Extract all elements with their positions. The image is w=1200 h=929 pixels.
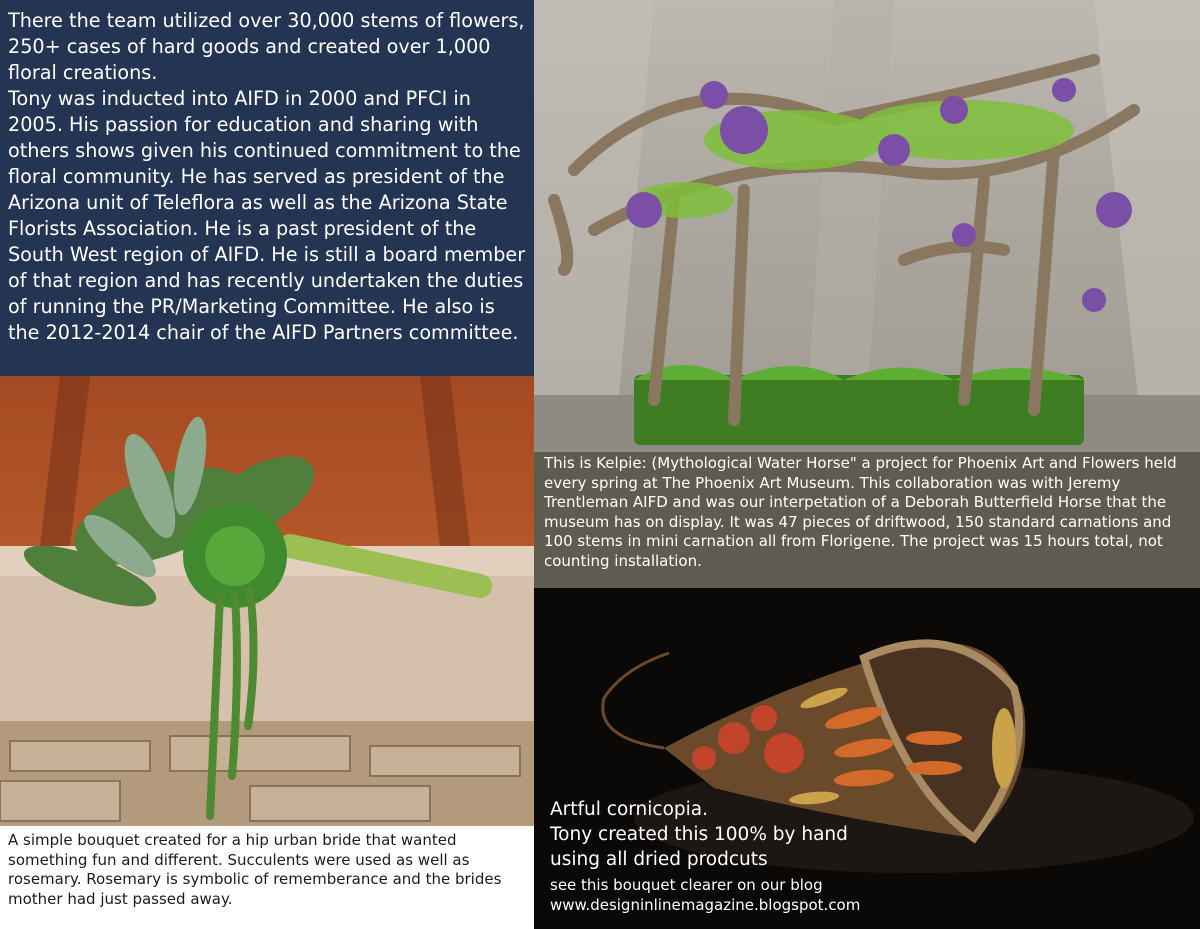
- kelpie-horse-photo: [534, 0, 1200, 452]
- kelpie-caption-text: This is Kelpie: (Mythological Water Horse" a project for Phoenix Art and Flowers held every spring at The Phoenix Art Museum. This collaboration was with Jeremy Trentleman AIFD and was our interpetation of a Deborah Butterfield Horse that the museum has on display. It was 47 pieces of driftwood, 150 standard carnations and 100 stems in mini carnation all from Florigene. The project was 15 hours total, not counting installation.: [544, 454, 1177, 570]
- blog-note: see this bouquet clearer on our blog: [550, 876, 823, 894]
- cornucopia-caption-line-3: using all dried prodcuts: [550, 849, 768, 870]
- bouquet-illustration: [0, 376, 534, 826]
- cornucopia-caption: [550, 797, 930, 915]
- bride-bouquet-photo: [0, 376, 534, 826]
- cornucopia-caption-line-2: Tony created this 100% by hand: [550, 824, 848, 845]
- intro-text-block: [0, 0, 534, 376]
- intro-paragraph-2: Tony was inducted into AIFD in 2000 and PFCI in 2005. His passion for education and sharing with others shows given his continued commitment to the floral community. He has served as president of the Arizona unit of Teleflora as well as the Arizona State Florists Association. He is a past president of the South West region of AIFD. He is still a board member of that region and has recently undertaken the duties of running the PR/Marketing Committee. He also is the 2012-2014 chair of the AIFD Partners committee.: [8, 87, 526, 344]
- blog-url-link[interactable]: www.designinlinemagazine.blogspot.com: [550, 896, 861, 914]
- kelpie-horse-illustration: [534, 0, 1200, 452]
- kelpie-caption: [534, 452, 1200, 588]
- cornucopia-caption-line-1: Artful cornicopia.: [550, 799, 708, 820]
- bouquet-caption-text: A simple bouquet created for a hip urban bride that wanted something fun and different. Succulents were used as well as rosemary. Rosemary is symbolic of rememberance and the brides mother had just passed away.: [8, 831, 502, 908]
- bouquet-caption: [0, 826, 534, 929]
- intro-paragraph-1: There the team utilized over 30,000 stems of flowers, 250+ cases of hard goods and created over 1,000 floral creations.: [8, 9, 525, 84]
